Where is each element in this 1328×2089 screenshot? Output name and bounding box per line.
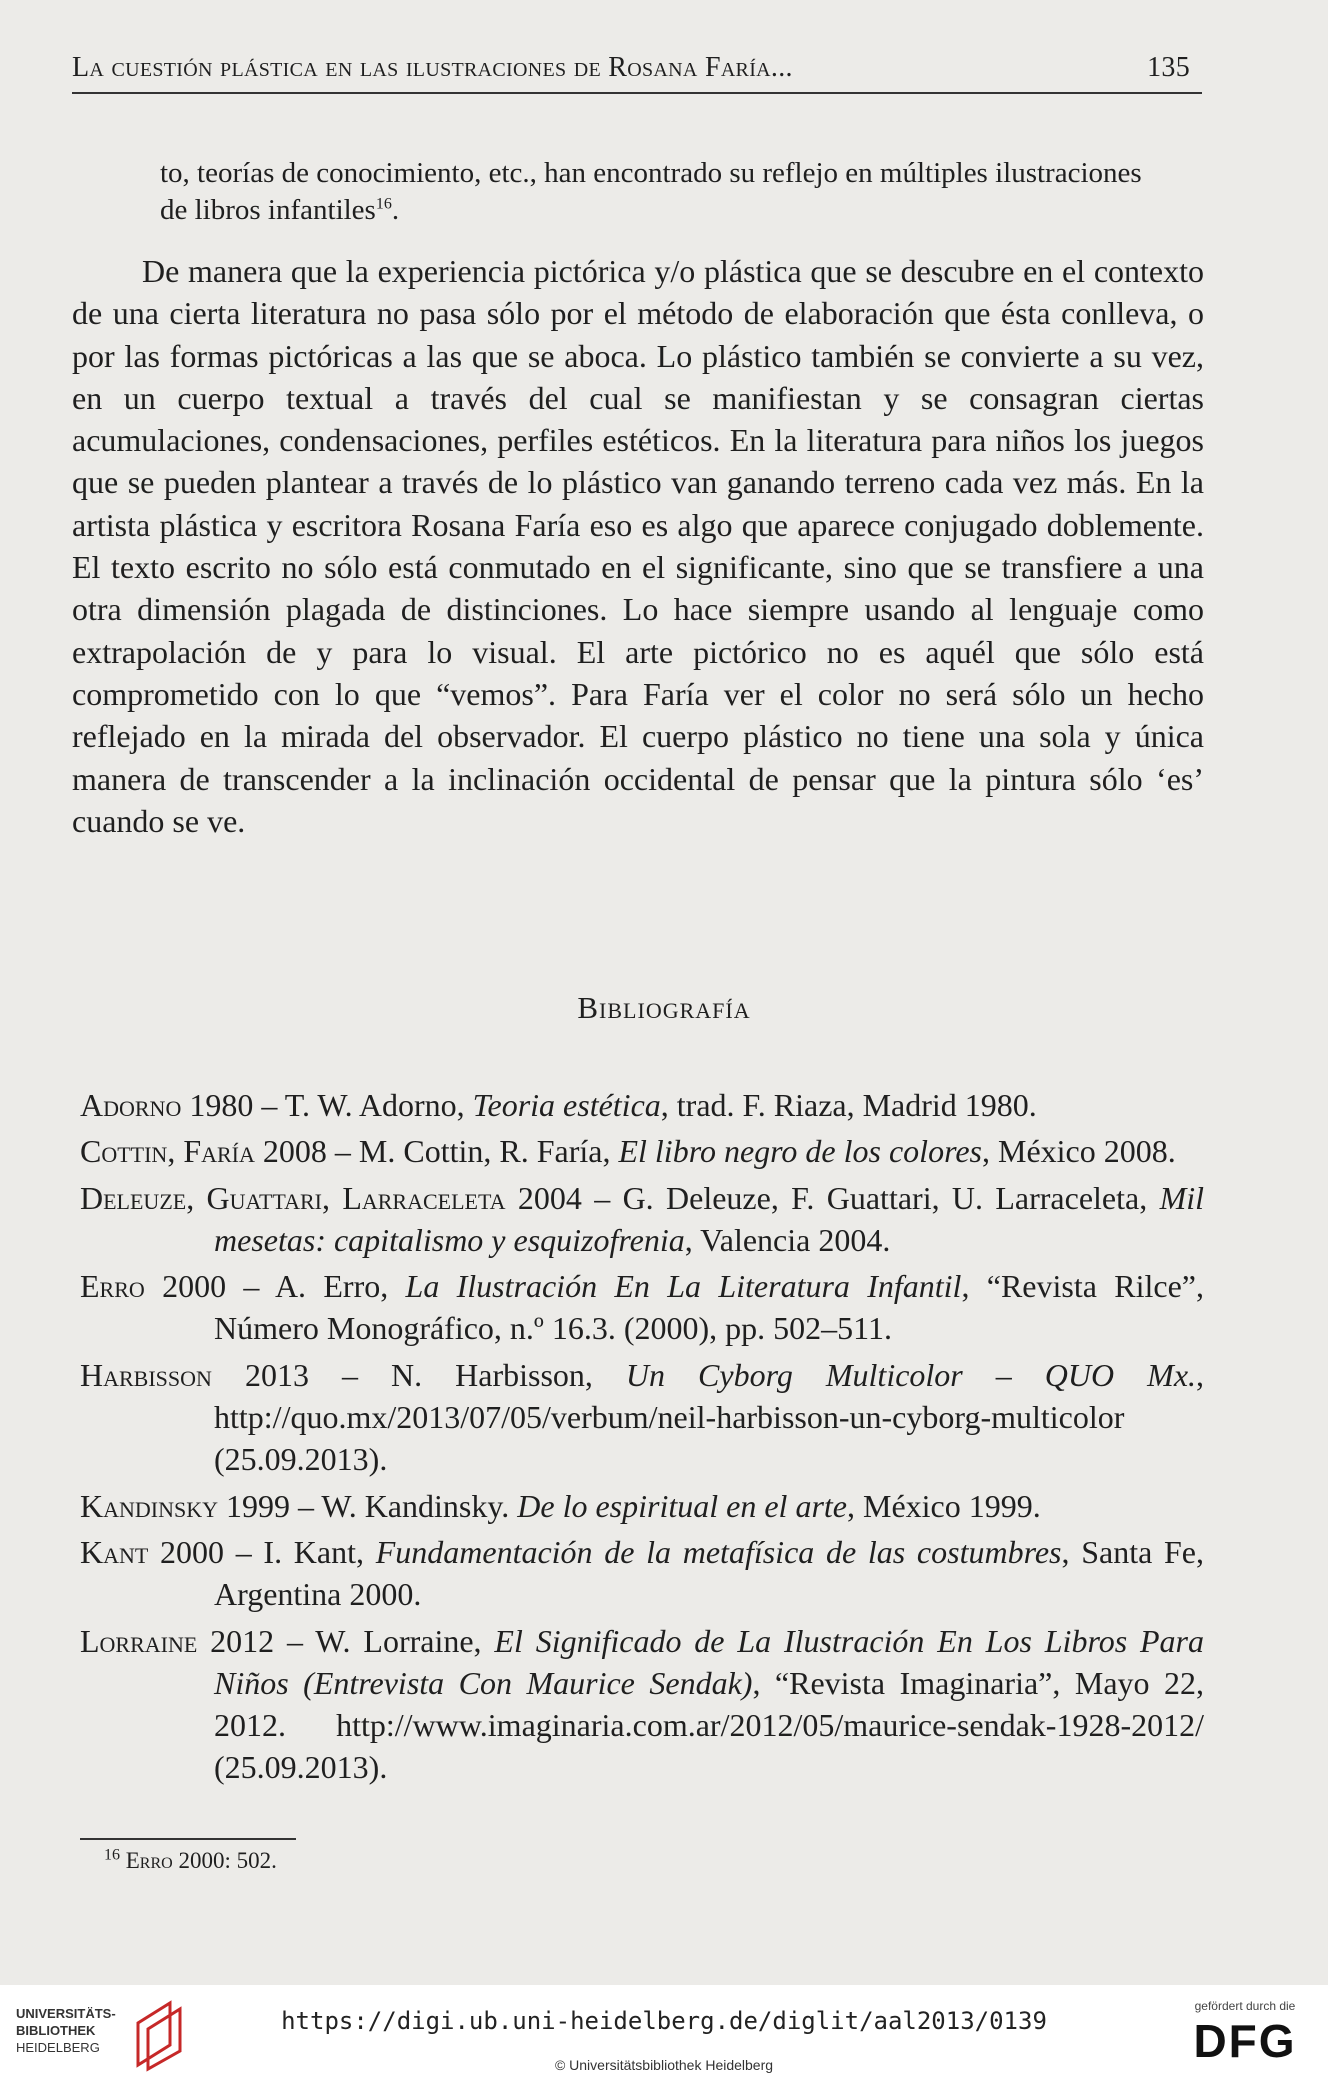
digitization-footer <box>0 1985 1328 2089</box>
bib-author: Cottin, Faría 2008 <box>80 1133 327 1170</box>
bib-work: De lo espiritual en el arte <box>517 1487 847 1524</box>
bib-text: , “Revista Rilce”, Número Monográfico, n.º 16.3. (2000), pp. 502–511. <box>214 1268 1204 1347</box>
bib-text: , http://quo.mx/2013/07/05/verbum/neil-harbisson-un-cyborg-multicolor (25.09.2013). <box>214 1356 1205 1478</box>
bib-work: Mil mesetas: capitalismo y esquizofrenia <box>214 1179 1205 1258</box>
bib-text: – T. W. Adorno, <box>253 1087 473 1123</box>
bib-work: Un Cyborg Multicolor – QUO Mx. <box>625 1356 1197 1393</box>
library-line: BIBLIOTHEK <box>16 2023 96 2038</box>
bib-text: – M. Cottin, R. Faría, <box>326 1133 619 1170</box>
bib-text: , Santa Fe, Argentina 2000. <box>214 1533 1205 1613</box>
bib-author: Lorraine 2012 <box>80 1622 275 1659</box>
bib-work: Teoria estética <box>472 1087 661 1123</box>
running-head <box>72 52 1202 94</box>
bib-author: Kant 2000 <box>80 1533 225 1570</box>
permalink-url[interactable]: https://digi.ub.uni-heidelberg.de/diglit/aal2013/0139 <box>281 2007 1047 2035</box>
bib-text: – A. Erro, <box>226 1268 406 1305</box>
footnote-text: 2000: 502. <box>172 1848 277 1873</box>
copyright-notice: © Universitätsbibliothek Heidelberg <box>554 2057 774 2073</box>
bib-author: Adorno 1980 <box>80 1087 254 1123</box>
dfg-logo: DFG <box>1193 2015 1297 2067</box>
block-quote <box>160 155 1160 229</box>
bib-text: , México 2008. <box>981 1133 1176 1170</box>
block-quote-text: to, teorías de conocimiento, etc., han encontrado su reflejo en múltiples ilustraciones de libros infantiles <box>160 157 1142 226</box>
bib-author: Harbisson 2013 <box>80 1356 309 1393</box>
bib-entry <box>80 1265 1204 1350</box>
bibliography-list <box>80 1084 1204 1793</box>
bib-text: , “Revista Imaginaria”, Mayo 22, 2012. http://www.imaginaria.com.ar/2012/05/maurice-sendak-1928-2012/ (25.09.2013). <box>214 1664 1205 1786</box>
bib-work: La Ilustración En La Literatura Infantil <box>405 1268 962 1305</box>
library-line: UNIVERSITÄTS- <box>16 2006 116 2021</box>
bib-text: – I. Kant, <box>224 1533 376 1570</box>
footnote <box>104 1848 277 1874</box>
library-line: HEIDELBERG <box>16 2040 100 2055</box>
bib-entry <box>80 1084 1204 1126</box>
bib-author: Deleuze, Guattari, Larraceleta 2004 <box>80 1179 582 1216</box>
block-quote-end: . <box>391 194 400 226</box>
bib-text: – G. Deleuze, F. Guattari, U. Larraceleta, <box>581 1179 1160 1216</box>
bib-entry <box>80 1130 1204 1172</box>
bibliography-heading: Bibliografía <box>577 990 751 1025</box>
body-paragraph: De manera que la experiencia pictórica y/o plástica que se descubre en el contexto de una cierta literatura no pasa sólo por el método de elaboración que ésta conlleva, o por las formas pictóricas a las que se aboca. Lo plástico también se convierte a su vez, en un cuerpo textual a través del cual se manifiestan y se consagran ciertas acumulaciones, condensaciones, perfiles estéticos. En la literatura para niños los juegos que se pueden plantear a través de lo plástico van ganando terreno cada vez más. En la artista plástica y escritora Rosana Faría eso es algo que aparece conjugado doblemente. El texto escrito no sólo está conmutado en el significante, sino que se transfiere a una otra dimensión plagada de distinciones. Lo hace siempre usando al lenguaje como extrapolación de y para lo visual. El arte pictórico no es aquél que sólo está comprometido con lo que “vemos”. Para Faría ver el color no será sólo un hecho reflejado en la mirada del observador. El cuerpo plástico no tiene una sola y única manera de transcender a la inclinación occidental de pensar que la pintura sólo ‘es’ cuando se ve. <box>72 253 1204 839</box>
bib-text: , trad. F. Riaza, Madrid 1980. <box>660 1087 1037 1123</box>
bib-entry <box>80 1531 1204 1616</box>
footnote-ref[interactable]: 16 <box>375 195 392 213</box>
footnote-number: 16 <box>104 1846 120 1864</box>
bib-entry <box>80 1354 1204 1481</box>
bib-author: Kandinsky 1999 <box>80 1487 290 1524</box>
bib-work: El libro negro de los colores <box>618 1133 982 1170</box>
footnote-divider <box>80 1838 296 1840</box>
dfg-block <box>1190 1999 1300 2069</box>
bib-work: El Significado de La Ilustración En Los Libros Para Niños (Entrevista Con Maurice Sendak) <box>214 1622 1205 1701</box>
page-number: 135 <box>1147 52 1190 83</box>
bib-entry <box>80 1177 1204 1262</box>
bib-text: – W. Kandinsky. <box>290 1487 518 1524</box>
bib-text: – W. Lorraine, <box>274 1622 495 1659</box>
bib-text: – N. Harbisson, <box>308 1356 626 1393</box>
bib-work: Fundamentación de la metafísica de las costumbres <box>375 1533 1062 1570</box>
bib-text: , Valencia 2004. <box>684 1221 891 1258</box>
bib-text: , México 1999. <box>846 1487 1041 1524</box>
funded-by-label: gefördert durch die <box>1194 1999 1296 2013</box>
bib-author: Erro 2000 <box>80 1268 227 1305</box>
bib-entry <box>80 1485 1204 1527</box>
running-title: La cuestión plástica en las ilustraciones de Rosana Faría... <box>72 52 793 83</box>
bib-entry <box>80 1620 1204 1789</box>
footnote-author: Erro <box>125 1848 173 1873</box>
